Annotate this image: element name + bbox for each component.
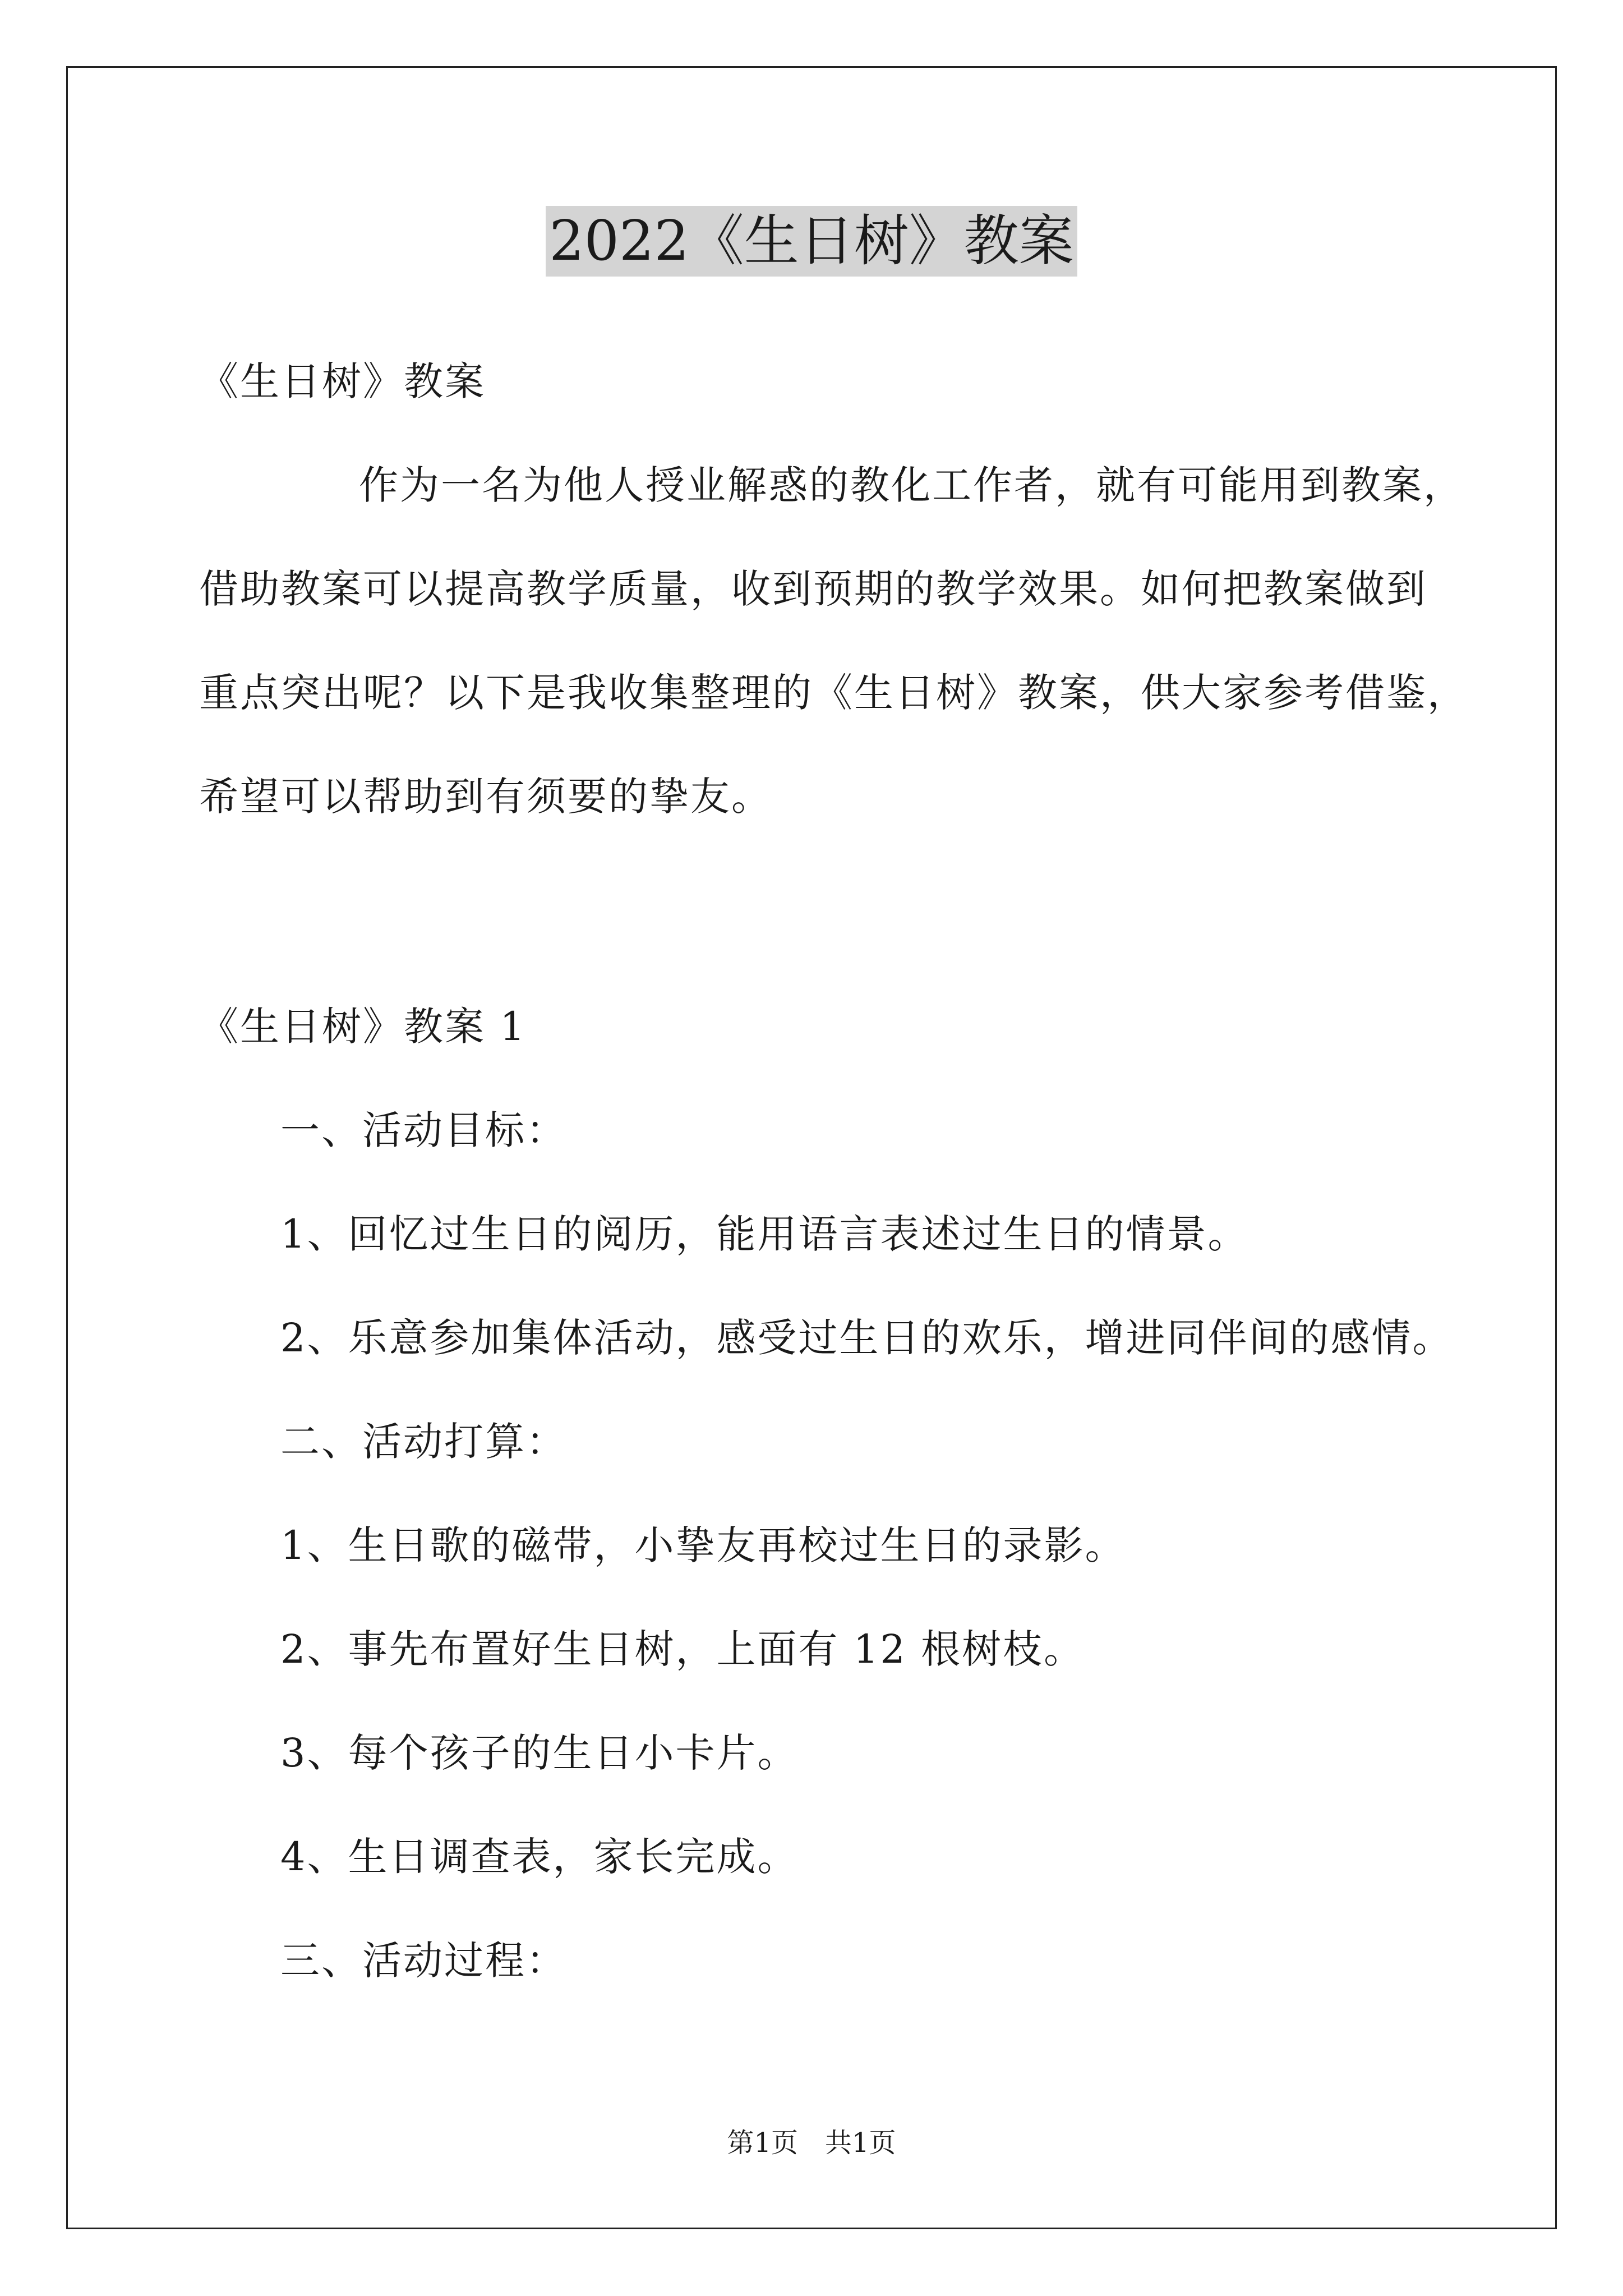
section-heading: 《生日树》教案 1 [199,1004,527,1050]
goals-heading: 一、活动目标： [280,1107,567,1153]
prep-item: 4、生日调查表，家长完成。 [280,1834,799,1880]
document-subtitle: 《生日树》教案 [199,358,486,404]
prep-heading: 二、活动打算： [280,1419,567,1465]
prep-item: 2、事先布置好生日树，上面有 12 根树枝。 [280,1626,1085,1672]
intro-line: 希望可以帮助到有须要的挚友。 [199,774,772,820]
intro-line: 重点突出呢？以下是我收集整理的《生日树》教案，供大家参考借鉴， [199,670,1468,716]
process-heading: 三、活动过程： [280,1938,567,1984]
document-title [0,199,1623,283]
goal-item: 2、乐意参加集体活动，感受过生日的欢乐，增进同伴间的感情。 [280,1315,1454,1361]
prep-item: 1、生日歌的磁带，小挚友再校过生日的录影。 [280,1522,1126,1568]
document-title-text: 2022《生日树》教案 [546,206,1077,277]
intro-line: 作为一名为他人授业解惑的教化工作者，就有可能用到教案， [359,462,1464,508]
intro-line: 借助教案可以提高教学质量，收到预期的教学效果。如何把教案做到 [199,566,1427,612]
page-footer: 第1页 共1页 [727,2127,896,2159]
goal-item: 1、回忆过生日的阅历，能用语言表述过生日的情景。 [280,1211,1249,1257]
prep-item: 3、每个孩子的生日小卡片。 [280,1730,799,1776]
